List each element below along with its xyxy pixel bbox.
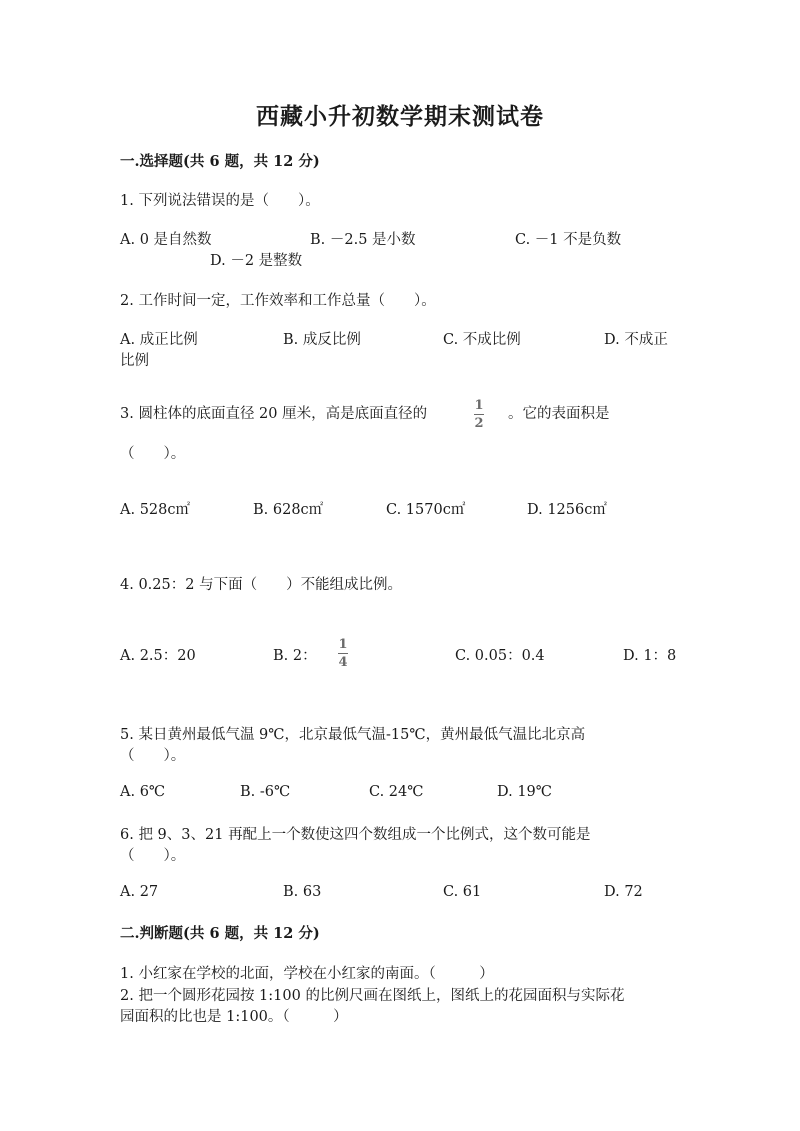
q1-option-d: D. －2 是整数 bbox=[210, 253, 303, 269]
fraction-bar bbox=[338, 653, 348, 654]
q6-option-d: D. 72 bbox=[604, 884, 643, 900]
judgement-item-1: 1. 小红家在学校的北面，学校在小红家的南面。（ ） bbox=[120, 966, 494, 982]
q3-option-c: C. 1570c㎡ bbox=[386, 502, 466, 518]
q3-option-d: D. 1256c㎡ bbox=[527, 502, 607, 518]
section-heading-judgement: 二.判断题(共 6 题，共 12 分) bbox=[120, 925, 320, 942]
section-heading-choice: 一.选择题(共 6 题，共 12 分) bbox=[120, 153, 320, 170]
q6-option-a: A. 27 bbox=[120, 884, 159, 900]
question-6-stem: 6. 把 9、3、21 再配上一个数使这四个数组成一个比例式，这个数可能是 bbox=[120, 827, 591, 843]
q2-option-b: B. 成反比例 bbox=[283, 332, 361, 348]
q4-option-c: C. 0.05：0.4 bbox=[455, 648, 545, 664]
q2-option-d: D. 不成正 bbox=[604, 332, 668, 348]
q4-option-b-fraction bbox=[338, 637, 348, 670]
q4-option-a: A. 2.5：20 bbox=[120, 648, 196, 664]
q6-option-c: C. 61 bbox=[443, 884, 482, 900]
question-2-stem: 2. 工作时间一定，工作效率和工作总量（ ）。 bbox=[120, 293, 436, 309]
q3-fraction-denominator: 2 bbox=[474, 416, 484, 431]
q5-option-c: C. 24℃ bbox=[369, 784, 424, 800]
question-5-stem: 5. 某日黄州最低气温 9℃，北京最低气温-15℃，黄州最低气温比北京高 bbox=[120, 727, 586, 743]
q6-option-b: B. 63 bbox=[283, 884, 322, 900]
q4-fraction-numerator: 1 bbox=[338, 637, 348, 652]
judgement-item-2: 2. 把一个圆形花园按 1:100 的比例尺画在图纸上，图纸上的花园面积与实际花 bbox=[120, 988, 625, 1004]
q2-option-a: A. 成正比例 bbox=[120, 332, 198, 348]
question-5-stem-line2: （ ）。 bbox=[120, 748, 186, 764]
question-3-stem-end: 。它的表面积是 bbox=[508, 406, 610, 422]
q3-fraction bbox=[474, 398, 484, 431]
q3-option-a: A. 528c㎡ bbox=[120, 502, 190, 518]
q4-option-d: D. 1：8 bbox=[623, 648, 677, 664]
q2-option-c: C. 不成比例 bbox=[443, 332, 521, 348]
judgement-item-2-continued: 园面积的比也是 1:100。（ ） bbox=[120, 1009, 348, 1025]
q2-option-d-continued: 比例 bbox=[120, 353, 149, 369]
question-3-stem: 3. 圆柱体的底面直径 20 厘米，高是底面直径的 bbox=[120, 406, 428, 422]
q5-option-b: B. -6℃ bbox=[240, 784, 291, 800]
page-title: 西藏小升初数学期末测试卷 bbox=[256, 103, 544, 130]
question-3-stem-line2: （ ）。 bbox=[120, 446, 186, 462]
question-1-stem: 1. 下列说法错误的是（ ）。 bbox=[120, 193, 320, 209]
q4-option-b: B. 2： bbox=[273, 648, 317, 664]
q5-option-a: A. 6℃ bbox=[120, 784, 166, 800]
q3-fraction-numerator: 1 bbox=[474, 398, 484, 413]
q5-option-d: D. 19℃ bbox=[497, 784, 552, 800]
q1-option-c: C. －1 不是负数 bbox=[515, 232, 622, 248]
q3-option-b: B. 628c㎡ bbox=[253, 502, 324, 518]
q1-option-b: B. －2.5 是小数 bbox=[310, 232, 416, 248]
question-6-stem-line2: （ ）。 bbox=[120, 848, 186, 864]
fraction-bar bbox=[474, 414, 484, 415]
q4-fraction-denominator: 4 bbox=[338, 655, 348, 670]
question-4-stem: 4. 0.25：2 与下面（ ）不能组成比例。 bbox=[120, 577, 403, 593]
q1-option-a: A. 0 是自然数 bbox=[120, 232, 212, 248]
